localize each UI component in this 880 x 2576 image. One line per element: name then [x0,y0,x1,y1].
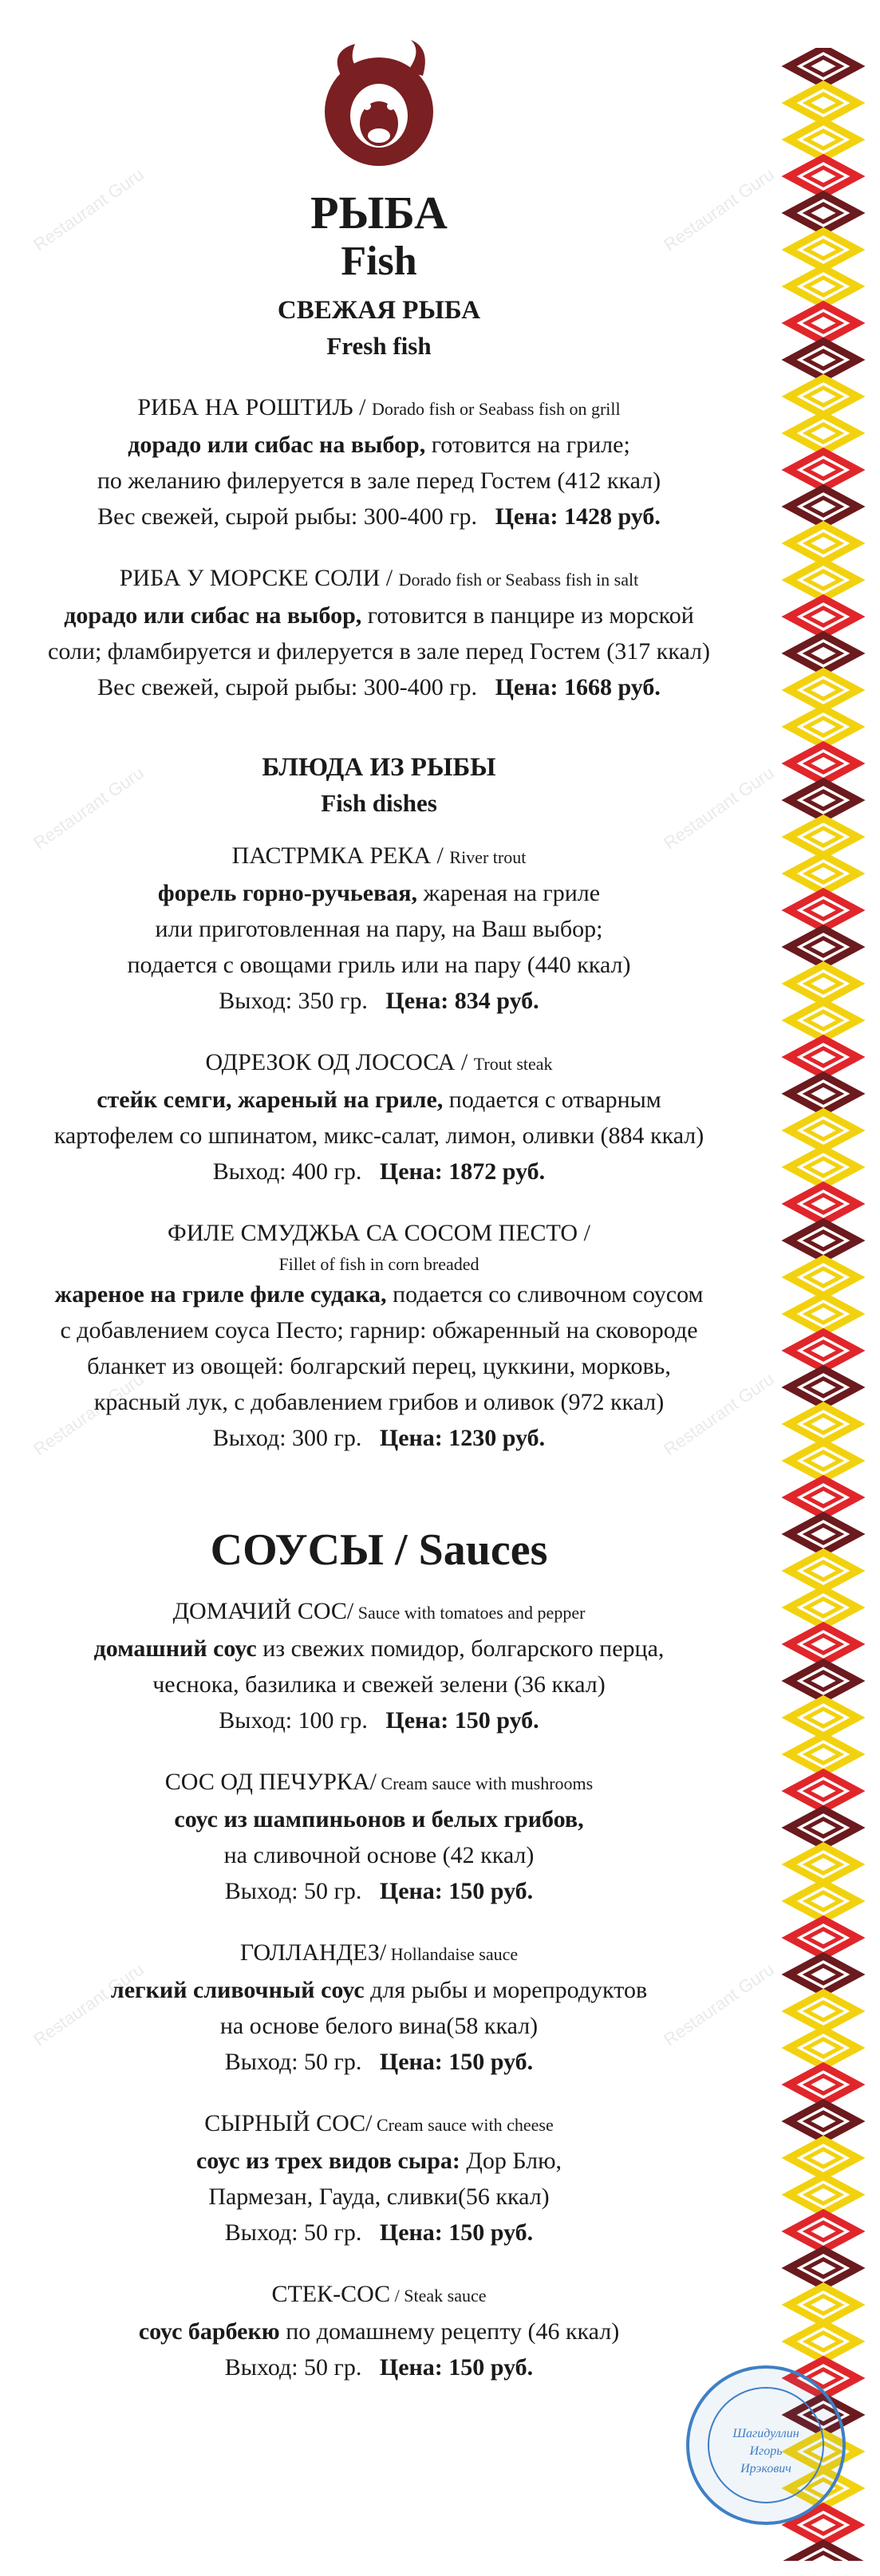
ornament-motif [789,1039,858,1075]
ornament-motif [789,965,858,1002]
ornament-motif [789,1369,858,1406]
item-desc: готовится на гриле; [425,431,630,458]
item-price: Цена: 150 руб. [379,2219,534,2247]
item-price: Цена: 1668 руб. [495,673,661,700]
item-name-en: Sauce with tomatoes and pepper [353,1603,586,1623]
fresh-fish-title-ru: СВЕЖАЯ РЫБА [277,295,481,325]
menu-item [32,838,726,1019]
item-desc-bold: соус из трех видов сыра: [195,2148,460,2175]
ornament-motif [789,672,858,708]
item-name-en: Trout steak [473,1054,553,1075]
ornament-motif [789,1332,858,1369]
item-desc: по домашнему рецепту (46 ккал) [279,2318,620,2345]
fish-dishes-title-en: Fish dishes [321,788,437,817]
ornament-motif [789,1259,858,1296]
ornament-motif [789,1149,858,1185]
item-name: РИБА НА РОШТИЉ [137,393,353,420]
ornament-motif [789,1699,858,1736]
ornament-motif [789,1112,858,1149]
ornament-motif [789,1883,858,1919]
ornament-motif [789,1296,858,1332]
item-name-en: Dorado fish or Seabass fish on grill [372,398,621,419]
item-name-en: River trout [449,847,527,868]
ornament-motif [789,562,858,598]
menu-item [32,389,726,535]
item-name-en: Dorado fish or Seabass fish in salt [398,569,639,590]
bull-logo-icon [311,36,447,172]
ornament-motif [789,1479,858,1516]
item-desc-bold: легкий сливочный соус [110,1977,365,2004]
menu-item [32,560,726,705]
menu-item [32,1593,726,1738]
ornament-motif [789,2103,858,2140]
ornament-motif [789,2140,858,2176]
ornament-motif [789,782,858,819]
item-name: РИБА У МОРСКЕ СОЛИ [119,564,381,591]
menu-item [32,1215,726,1456]
ornament-motif [789,415,858,452]
item-desc-bold: домашний соус [93,1635,257,1663]
item-separator: / [455,1049,474,1076]
item-name: СТЕК-СОС [271,2281,391,2308]
item-separator: / [431,842,450,870]
menu-item [32,1044,726,1189]
item-price: Цена: 150 руб. [385,1707,539,1734]
item-desc-bold: стейк семги, жареный на гриле, [97,1087,444,1114]
ornament-motif [789,48,858,85]
ornament-motif [789,2176,858,2213]
fish-title-en: Fish [341,238,417,284]
item-price: Цена: 1428 руб. [495,503,661,530]
ornament-motif [789,305,858,341]
item-desc: подается со сливочном соусом [386,1281,704,1308]
item-desc: подается с отварным [443,1087,661,1114]
ornament-motif [789,268,858,305]
item-separator: / [353,393,373,420]
ornament-motif [789,708,858,745]
ornament-motif [789,341,858,378]
item-desc: готовится в панцире из морской [361,602,694,629]
item-name-en: / Steak sauce [390,2286,487,2306]
ornament-motif [789,2250,858,2286]
item-desc-bold: дорадо или сибас на выбор, [64,602,362,629]
item-desc: чеснока, базилика и свежей зелени (36 ккал) [152,1671,606,1698]
ornament-motif [789,1516,858,1552]
ornament-motif [789,1773,858,1809]
item-name: СЫРНЫЙ СОС/ [204,2110,373,2137]
watermark-text: Restaurant Guru [30,1368,148,1460]
svg-text:Шагидуллин: Шагидуллин [732,2427,799,2440]
item-name-en: Cream sauce with mushrooms [376,1773,594,1794]
menu-item [32,2276,726,2385]
ornament-motif [789,525,858,562]
menu-item [32,1764,726,1909]
ornament-motif [789,452,858,488]
ornament-motif [789,158,858,195]
item-desc-bold: жареное на гриле филе судака, [54,1281,387,1308]
item-desc: красный лук, с добавлением грибов и оливок (972 ккал) [93,1389,665,1416]
watermark-text: Restaurant Guru [30,762,148,854]
svg-text:Игорь: Игорь [749,2444,783,2458]
item-price: Цена: 150 руб. [379,2354,534,2381]
ornament-motif [789,855,858,892]
item-desc: с добавлением соуса Песто; гарнир: обжаренный на сковороде [60,1317,698,1344]
ornament-border [778,48,870,2561]
ornament-motif [789,635,858,672]
item-name: ФИЛЕ СМУДЖЬА СА СОСОМ ПЕСТО / [168,1220,590,1247]
ornament-motif [789,929,858,965]
item-desc: Пармезан, Гауда, сливки(56 ккал) [208,2183,550,2211]
ornament-motif [789,1002,858,1039]
ornament-motif [789,598,858,635]
ornament-motif [789,1993,858,2030]
item-desc-bold: дорадо или сибас на выбор, [128,431,426,458]
item-desc: на основе белого вина(58 ккал) [219,2013,539,2040]
ornament-motif [789,378,858,415]
item-desc: из свежих помидор, болгарского перца, [256,1635,665,1663]
item-desc: картофелем со шпинатом, микс-салат, лимон, оливки (884 ккал) [53,1122,704,1150]
menu-content [32,0,726,2385]
item-weight: Выход: 400 гр. [212,1158,362,1185]
ornament-motif [789,1406,858,1442]
item-price: Цена: 834 руб. [385,988,539,1015]
svg-text:Ирэкович: Ирэкович [740,2462,791,2475]
ornament-motif [789,1736,858,1773]
watermark-text: Restaurant Guru [660,1959,778,2050]
item-weight: Выход: 50 гр. [224,2049,362,2076]
item-weight: Выход: 100 гр. [219,1707,368,1734]
item-weight: Выход: 50 гр. [224,1878,362,1905]
watermark-text: Restaurant Guru [660,164,778,255]
fish-dishes-title-ru: БЛЮДА ИЗ РЫБЫ [262,752,496,782]
item-weight: Выход: 300 гр. [212,1425,362,1452]
ornament-motif [789,745,858,782]
item-desc-bold: соус барбекю [138,2318,280,2345]
ornament-motif [789,1442,858,1479]
item-desc: жареная на гриле [417,880,601,907]
ornament-motif [789,85,858,121]
item-name-en: Cream sauce with cheese [372,2115,554,2136]
item-name-en: Hollandaise sauce [386,1944,519,1965]
ornament-motif [789,195,858,231]
ornament-motif [789,2066,858,2103]
item-desc: подается с овощами гриль или на пару (440 ккал) [127,952,631,979]
ornament-motif [789,1626,858,1663]
item-desc: бланкет из овощей: болгарский перец, цуккини, морковь, [87,1353,671,1380]
ornament-motif [789,1075,858,1112]
ornament-motif [789,1919,858,1956]
item-separator: / [380,564,399,591]
item-weight: Вес свежей, сырой рыбы: 300-400 гр. [97,503,478,530]
item-weight: Вес свежей, сырой рыбы: 300-400 гр. [97,673,478,700]
ornament-motif [789,2543,858,2561]
seal-stamp-icon [682,2361,850,2529]
ornament-motif [789,819,858,855]
ornament-motif [789,1846,858,1883]
sauces-title: СОУСЫ / Sauces [210,1525,548,1576]
ornament-motif [789,1222,858,1259]
item-price: Цена: 1872 руб. [379,1158,546,1185]
item-desc: соли; фламбируется и филеруется в зале перед Гостем (317 ккал) [48,637,710,665]
item-name: ОДРЕЗОК ОД ЛОСОСА [205,1049,456,1076]
item-weight: Выход: 350 гр. [219,988,368,1015]
ornament-motif [789,2213,858,2250]
item-desc-bold: форель горно-ручьевая, [157,880,418,907]
watermark-text: Restaurant Guru [660,1368,778,1460]
item-desc: Дор Блю, [460,2148,562,2175]
item-weight: Выход: 50 гр. [224,2219,362,2247]
menu-item [32,1935,726,2080]
item-desc: на сливочной основе (42 ккал) [223,1842,535,1869]
ornament-motif [789,1185,858,1222]
watermark-text: Restaurant Guru [660,762,778,854]
item-name: ГОЛЛАНДЕЗ/ [239,1939,387,1967]
ornament-motif [789,1663,858,1699]
ornament-motif [789,1589,858,1626]
ornament-motif [789,2323,858,2360]
item-weight: Выход: 50 гр. [224,2354,362,2381]
item-desc: по желанию филеруется в зале перед Гостем (412 ккал) [97,467,661,494]
item-price: Цена: 1230 руб. [379,1425,546,1452]
ornament-motif [789,231,858,268]
item-desc: или приготовленная на пару, на Ваш выбор; [155,916,603,943]
watermark-text: Restaurant Guru [30,1959,148,2050]
item-name: СОС ОД ПЕЧУРКА/ [164,1769,377,1796]
menu-item [32,2105,726,2251]
ornament-motif [789,1956,858,1993]
item-desc: для рыбы и морепродуктов [364,1977,648,2004]
ornament-motif [789,121,858,158]
watermark-text: Restaurant Guru [30,164,148,255]
item-price: Цена: 150 руб. [379,2049,534,2076]
ornament-motif [789,892,858,929]
item-price: Цена: 150 руб. [379,1878,534,1905]
ornament-motif [789,2286,858,2323]
ornament-motif [789,2030,858,2066]
item-name: ПАСТРМКА РЕКА [231,842,432,870]
ornament-motif [789,1809,858,1846]
item-desc-bold: соус из шампиньонов и белых грибов, [174,1806,584,1833]
ornament-motif [789,1552,858,1589]
fresh-fish-title-en: Fresh fish [326,332,432,361]
item-name-en: Fillet of fish in corn breaded [278,1254,479,1275]
item-name: ДОМАЧИЙ СОС/ [172,1598,354,1625]
ornament-motif [789,488,858,525]
fish-title-ru: РЫБА [310,187,448,239]
